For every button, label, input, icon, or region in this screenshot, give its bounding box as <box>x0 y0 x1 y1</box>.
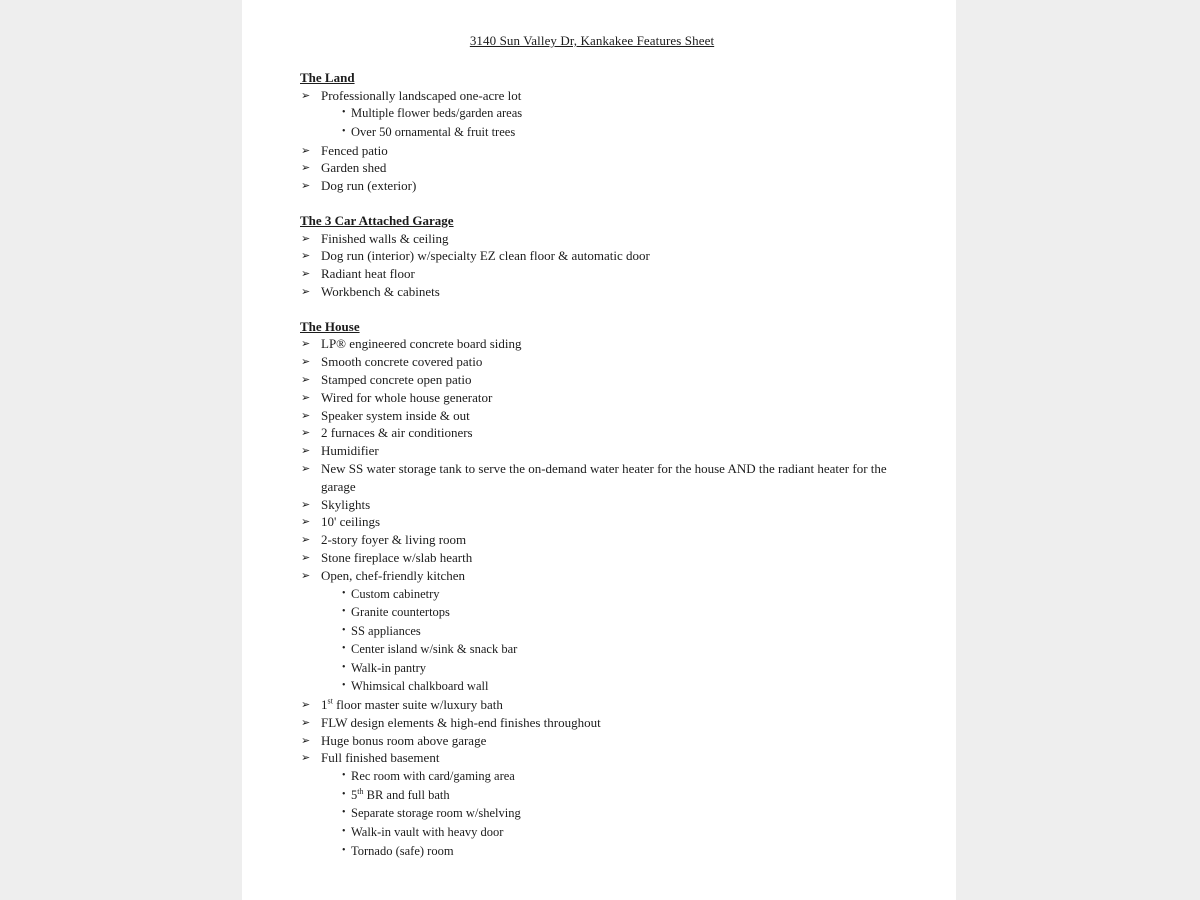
bullet-dot-icon: • <box>342 606 346 618</box>
sub-list-item-text: Multiple flower beds/garden areas <box>351 106 523 121</box>
list-item <box>300 442 900 460</box>
sub-list-item <box>300 842 900 861</box>
arrow-bullet-icon: ➢ <box>301 372 311 386</box>
list-item <box>300 283 900 301</box>
list-item <box>300 353 900 371</box>
list-item <box>300 407 900 425</box>
arrow-bullet-icon: ➢ <box>301 426 311 440</box>
list-item-text: Wired for whole house generator <box>321 389 493 405</box>
list-item <box>300 230 900 248</box>
list-item-text: Stamped concrete open patio <box>321 371 472 387</box>
sub-list-item <box>300 677 900 696</box>
arrow-bullet-icon: ➢ <box>301 143 311 157</box>
list-item-text: Finished walls & ceiling <box>321 230 449 246</box>
list-item <box>300 496 900 514</box>
list-item <box>300 749 900 767</box>
bullet-dot-icon: • <box>342 643 346 655</box>
sub-list-item <box>300 104 900 123</box>
arrow-bullet-icon: ➢ <box>301 337 311 351</box>
bullet-dot-icon: • <box>342 844 346 856</box>
arrow-bullet-icon: ➢ <box>301 515 311 529</box>
arrow-bullet-icon: ➢ <box>301 698 311 712</box>
list-item <box>300 87 900 105</box>
sub-list-item <box>300 823 900 842</box>
list-item-text: Garden shed <box>321 160 387 176</box>
sub-list-item <box>300 640 900 659</box>
bullet-dot-icon: • <box>342 826 346 838</box>
list-item-text: Full finished basement <box>321 750 440 766</box>
arrow-bullet-icon: ➢ <box>301 533 311 547</box>
list-item-text: Huge bonus room above garage <box>321 732 487 748</box>
sub-list-item-text: 5th BR and full bath <box>351 786 450 802</box>
list-item-text: Open, chef-friendly kitchen <box>321 567 466 583</box>
section <box>300 318 900 860</box>
arrow-bullet-icon: ➢ <box>301 715 311 729</box>
bullet-dot-icon: • <box>342 680 346 692</box>
sub-list-item-text: Walk-in vault with heavy door <box>351 825 504 840</box>
list-item-text: Dog run (interior) w/specialty EZ clean floor & automatic door <box>321 248 650 264</box>
arrow-bullet-icon: ➢ <box>301 444 311 458</box>
bullet-dot-icon: • <box>342 788 346 800</box>
bullet-dot-icon: • <box>342 770 346 782</box>
sub-list-item-text: Walk-in pantry <box>351 660 427 675</box>
arrow-bullet-icon: ➢ <box>301 355 311 369</box>
list-item-text: Humidifier <box>321 443 379 459</box>
section <box>300 212 900 301</box>
sub-list-item <box>300 603 900 622</box>
arrow-bullet-icon: ➢ <box>301 497 311 511</box>
sub-list-item <box>300 767 900 786</box>
list-item <box>300 142 900 160</box>
sub-list-item <box>300 659 900 678</box>
sub-list-item <box>300 786 900 805</box>
sub-list-item-text: Over 50 ornamental & fruit trees <box>351 124 516 139</box>
bullet-dot-icon: • <box>342 587 346 599</box>
sub-list-item-text: Whimsical chalkboard wall <box>351 679 489 694</box>
sub-list-item <box>300 123 900 142</box>
list-item-text: New SS water storage tank to serve the on-demand water heater for the house AND the radiant heater for the garage <box>321 460 887 494</box>
list-item-text: Workbench & cabinets <box>321 283 440 299</box>
arrow-bullet-icon: ➢ <box>301 461 311 475</box>
list-item <box>300 424 900 442</box>
arrow-bullet-icon: ➢ <box>301 267 311 281</box>
sub-list-item-text: Separate storage room w/shelving <box>351 806 521 821</box>
list-item-text: Radiant heat floor <box>321 266 415 282</box>
arrow-bullet-icon: ➢ <box>301 161 311 175</box>
list-item-text: Skylights <box>321 496 371 512</box>
list-item-text: Fenced patio <box>321 142 388 158</box>
list-item <box>300 531 900 549</box>
document-page <box>242 0 956 900</box>
list-item <box>300 371 900 389</box>
list-item <box>300 513 900 531</box>
section-heading: The Land <box>300 70 355 85</box>
bullet-dot-icon: • <box>342 125 346 137</box>
bullet-dot-icon: • <box>342 807 346 819</box>
list-item-text: Professionally landscaped one-acre lot <box>321 87 522 103</box>
sub-list-item-text: Granite countertops <box>351 605 450 620</box>
list-item <box>300 460 900 496</box>
arrow-bullet-icon: ➢ <box>301 231 311 245</box>
list-item-text: LP® engineered concrete board siding <box>321 336 522 352</box>
arrow-bullet-icon: ➢ <box>301 390 311 404</box>
section <box>300 69 900 195</box>
list-item <box>300 549 900 567</box>
list-item-text: Smooth concrete covered patio <box>321 354 483 370</box>
sub-list-item <box>300 622 900 641</box>
document-body <box>300 69 900 860</box>
list-item <box>300 177 900 195</box>
arrow-bullet-icon: ➢ <box>301 568 311 582</box>
section-heading: The 3 Car Attached Garage <box>300 212 454 228</box>
bullet-dot-icon: • <box>342 107 346 119</box>
sub-list-item-text: Custom cabinetry <box>351 586 440 601</box>
sub-list-item-text: Tornado (safe) room <box>351 843 454 858</box>
sub-list-item-text: SS appliances <box>351 623 421 638</box>
list-item-text: Stone fireplace w/slab hearth <box>321 549 473 565</box>
arrow-bullet-icon: ➢ <box>301 408 311 422</box>
bullet-dot-icon: • <box>342 661 346 673</box>
section-heading: The House <box>300 318 360 334</box>
list-item <box>300 714 900 732</box>
list-item-text: 10' ceilings <box>321 514 381 530</box>
arrow-bullet-icon: ➢ <box>301 284 311 298</box>
sub-list-item-text: Rec room with card/gaming area <box>351 769 515 784</box>
arrow-bullet-icon: ➢ <box>301 88 311 102</box>
list-item-text: 1st floor master suite w/luxury bath <box>321 696 503 713</box>
list-item-text: FLW design elements & high-end finishes throughout <box>321 714 601 730</box>
sub-list-item <box>300 585 900 604</box>
arrow-bullet-icon: ➢ <box>301 179 311 193</box>
list-item-text: Speaker system inside & out <box>321 407 470 423</box>
list-item-text: 2 furnaces & air conditioners <box>321 425 473 441</box>
list-item <box>300 265 900 283</box>
sub-list-item-text: Center island w/sink & snack bar <box>351 642 518 657</box>
list-item <box>300 389 900 407</box>
arrow-bullet-icon: ➢ <box>301 550 311 564</box>
list-item <box>300 335 900 353</box>
list-item-text: Dog run (exterior) <box>321 178 417 194</box>
list-item <box>300 732 900 750</box>
arrow-bullet-icon: ➢ <box>301 249 311 263</box>
list-item <box>300 159 900 177</box>
arrow-bullet-icon: ➢ <box>301 733 311 747</box>
document-title: 3140 Sun Valley Dr, Kankakee Features Sheet <box>469 33 715 48</box>
list-item <box>300 247 900 265</box>
list-item-text: 2-story foyer & living room <box>321 532 467 548</box>
list-item <box>300 567 900 585</box>
bullet-dot-icon: • <box>342 624 346 636</box>
arrow-bullet-icon: ➢ <box>301 751 311 765</box>
sub-list-item <box>300 804 900 823</box>
list-item <box>300 696 900 714</box>
